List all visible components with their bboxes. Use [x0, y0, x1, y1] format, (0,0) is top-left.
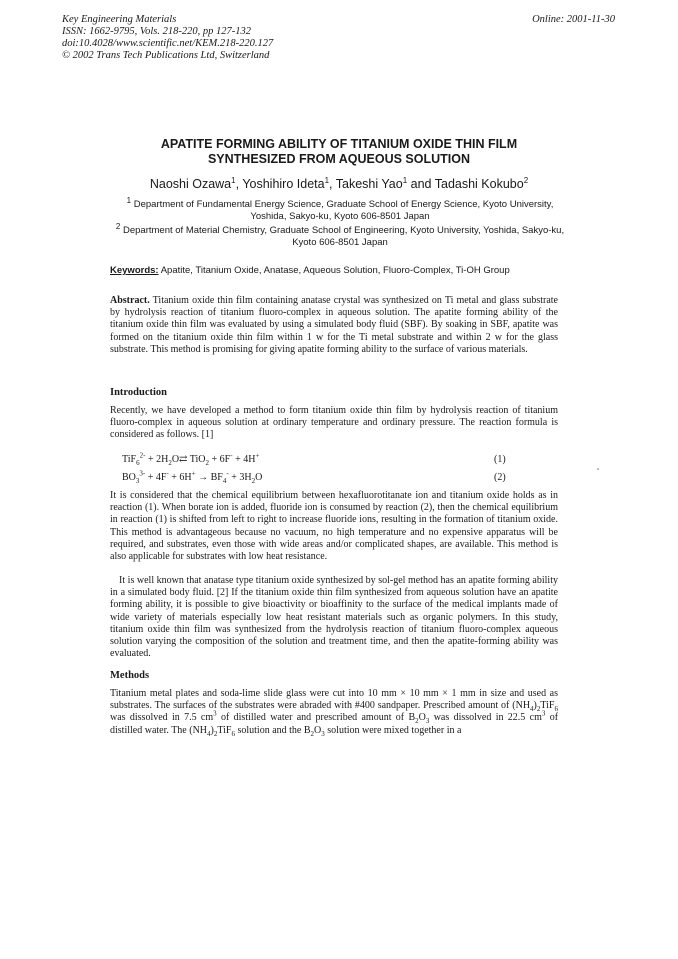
affiliation-text: Department of Material Chemistry, Graduate School of Engineering, Kyoto University, Yoshida, Sakyo-ku, Kyoto 606-8501 Japan: [123, 225, 565, 248]
title-line-2: SYNTHESIZED FROM AQUEOUS SOLUTION: [207, 152, 471, 166]
online-date: Online: 2001-11-30: [532, 14, 615, 25]
copyright-line: © 2002 Trans Tech Publications Ltd, Switzerland: [62, 50, 270, 61]
scan-speck: [597, 468, 599, 470]
methods-text: Titanium metal plates and soda-lime slide glass were cut into 10 mm × 10 mm × 1 mm in size and used as substrates. The surfaces of the substrates were abraded with #400 sandpaper. Prescribed amount of: [110, 688, 558, 712]
methods-text: of distilled water and prescribed amount of: [216, 712, 409, 724]
author-name: Takeshi Yao: [335, 177, 403, 191]
paper-title: [62, 137, 616, 167]
intro-paragraph-1: Recently, we have developed a method to form titanium oxide thin film by hydrolysis reaction of titanium fluoro-complex in aqueous solution at ordinary temperature and ordinary pressure. The reaction formula is considered as follows. [1]: [110, 405, 558, 441]
journal-name: Key Engineering Materials: [62, 14, 177, 25]
author-separator: ,: [329, 177, 336, 191]
author-affiliation-mark: 2: [523, 175, 529, 185]
equation-2-number: (2): [494, 472, 506, 483]
author-affiliation-mark: 1: [231, 175, 236, 185]
methods-text: solution and the: [234, 724, 304, 736]
abstract: [110, 295, 558, 356]
section-heading-introduction: Introduction: [110, 387, 167, 398]
equation-2: $BO_3^{3-} + 4F^- + 6H^+ \to BF_4^- + 3H_2O$: [122, 469, 263, 485]
keywords-label: Keywords:: [110, 265, 159, 276]
author-list: [62, 177, 616, 191]
keywords-list: Apatite, Titanium Oxide, Anatase, Aqueous Solution, Fluoro-Complex, Ti-OH Group: [160, 265, 510, 276]
section-heading-methods: Methods: [110, 670, 150, 681]
journal-header: [62, 14, 273, 62]
title-line-1: APATITE FORMING ABILITY OF TITANIUM OXIDE THIN FILM: [160, 137, 518, 151]
equation-1-number: (1): [494, 454, 506, 465]
methods-paragraph-1: Titanium metal plates and soda-lime slide glass were cut into 10 mm × 10 mm × 1 mm in size and used as substrates. The surfaces of the substrates were abraded with #400 sandpaper. Prescribed amount of $(NH_4)_2TiF_6$ was dissolved in 7.5 $cm^3$ of distilled water and prescribed amount of $B_2O_3$ was dissolved in 22.5 $cm^3$ of distilled water. The $(NH_4)_2TiF_6$ solution and the $B_2O_3$ solution were mixed together in a: [110, 688, 559, 738]
intro-paragraph-3: It is well known that anatase type titanium oxide synthesized by sol-gel method has an apatite forming ability in a simulated body fluid. [2] If the titanium oxide thin film synthesized from aqueous solution have an apatite forming ability, it is possible to give bioactivity or bioaffinity to the surface of the medical implants made of wide variety of materials especially low heat resistant materials such as organic polymers. In this study, titanium oxide thin film was synthesized from the hydrolysis reaction of titanium fluoro-complex aqueous solution varying the composition of the solution and treatment time, and then the apatite-forming ability was evaluated.: [110, 575, 558, 660]
methods-text: was dissolved in 7.5 cm: [110, 712, 214, 724]
author-name: Yoshihiro Ideta: [242, 177, 325, 191]
author-separator: ,: [235, 177, 243, 191]
author-name: Tadashi Kokubo: [434, 177, 524, 191]
affiliation-number: 2: [115, 221, 121, 231]
methods-text: of distilled water. The: [110, 712, 559, 736]
affiliation-2: [110, 221, 570, 249]
affiliation-text: Department of Fundamental Energy Science, Graduate School of Energy Science, Kyoto University, Yoshida, Sakyo-ku, Kyoto 606-8501 Japan: [133, 199, 554, 222]
author-name: Naoshi Ozawa: [149, 177, 232, 191]
keywords: [110, 265, 570, 276]
intro-paragraph-2: It is considered that the chemical equilibrium between hexafluorotitanate ion and titanium oxide holds as in reaction (1). When borate ion is added, fluoride ion is consumed by reaction (2), then the chemical equilibrium in reaction (1) is shifted from left to right to increase fluoride ions, resulting in the formation of titanium oxide. This method is advantageous because no vacuum, no high temperature and no expensive apparatus will be required, and substrates, even those with wide areas and/or complicated shapes, are available. This method is also applicable for substrates with low heat resistance.: [110, 490, 558, 563]
doi-link[interactable]: doi:10.4028/www.scientific.net/KEM.218-220.127: [62, 38, 274, 49]
affiliation-number: 1: [126, 195, 132, 205]
affiliation-1: [110, 195, 570, 223]
issn-line: ISSN: 1662-9795, Vols. 218-220, pp 127-132: [62, 26, 251, 37]
methods-text: was dissolved in 22.5 cm: [429, 712, 542, 724]
equation-1: $TiF_6^{2-} + 2H_2O⇄$ TiO$_2$ + 6F- + 4H+: [122, 451, 260, 467]
abstract-text: Titanium oxide thin film containing anatase crystal was synthesized on Ti metal and glass substrate by hydrolysis reaction of titanium fluoro-complex in aqueous solution. The apatite forming ability of the titanium oxide thin film was evaluated by using a simulated body fluid (SBF). By soaking in SBF, apatite was formed on the titanium oxide thin film within 1 w for the Ti metal substrate and within 2 w for the glass substrate. This method is promising for giving apatite forming ability to the surface of various materials.: [110, 295, 558, 355]
author-affiliation-mark: 1: [402, 175, 408, 185]
abstract-label: Abstract.: [110, 295, 150, 306]
author-separator: and: [407, 177, 435, 191]
author-affiliation-mark: 1: [324, 175, 330, 185]
methods-text: solution were mixed together in a: [324, 724, 462, 736]
